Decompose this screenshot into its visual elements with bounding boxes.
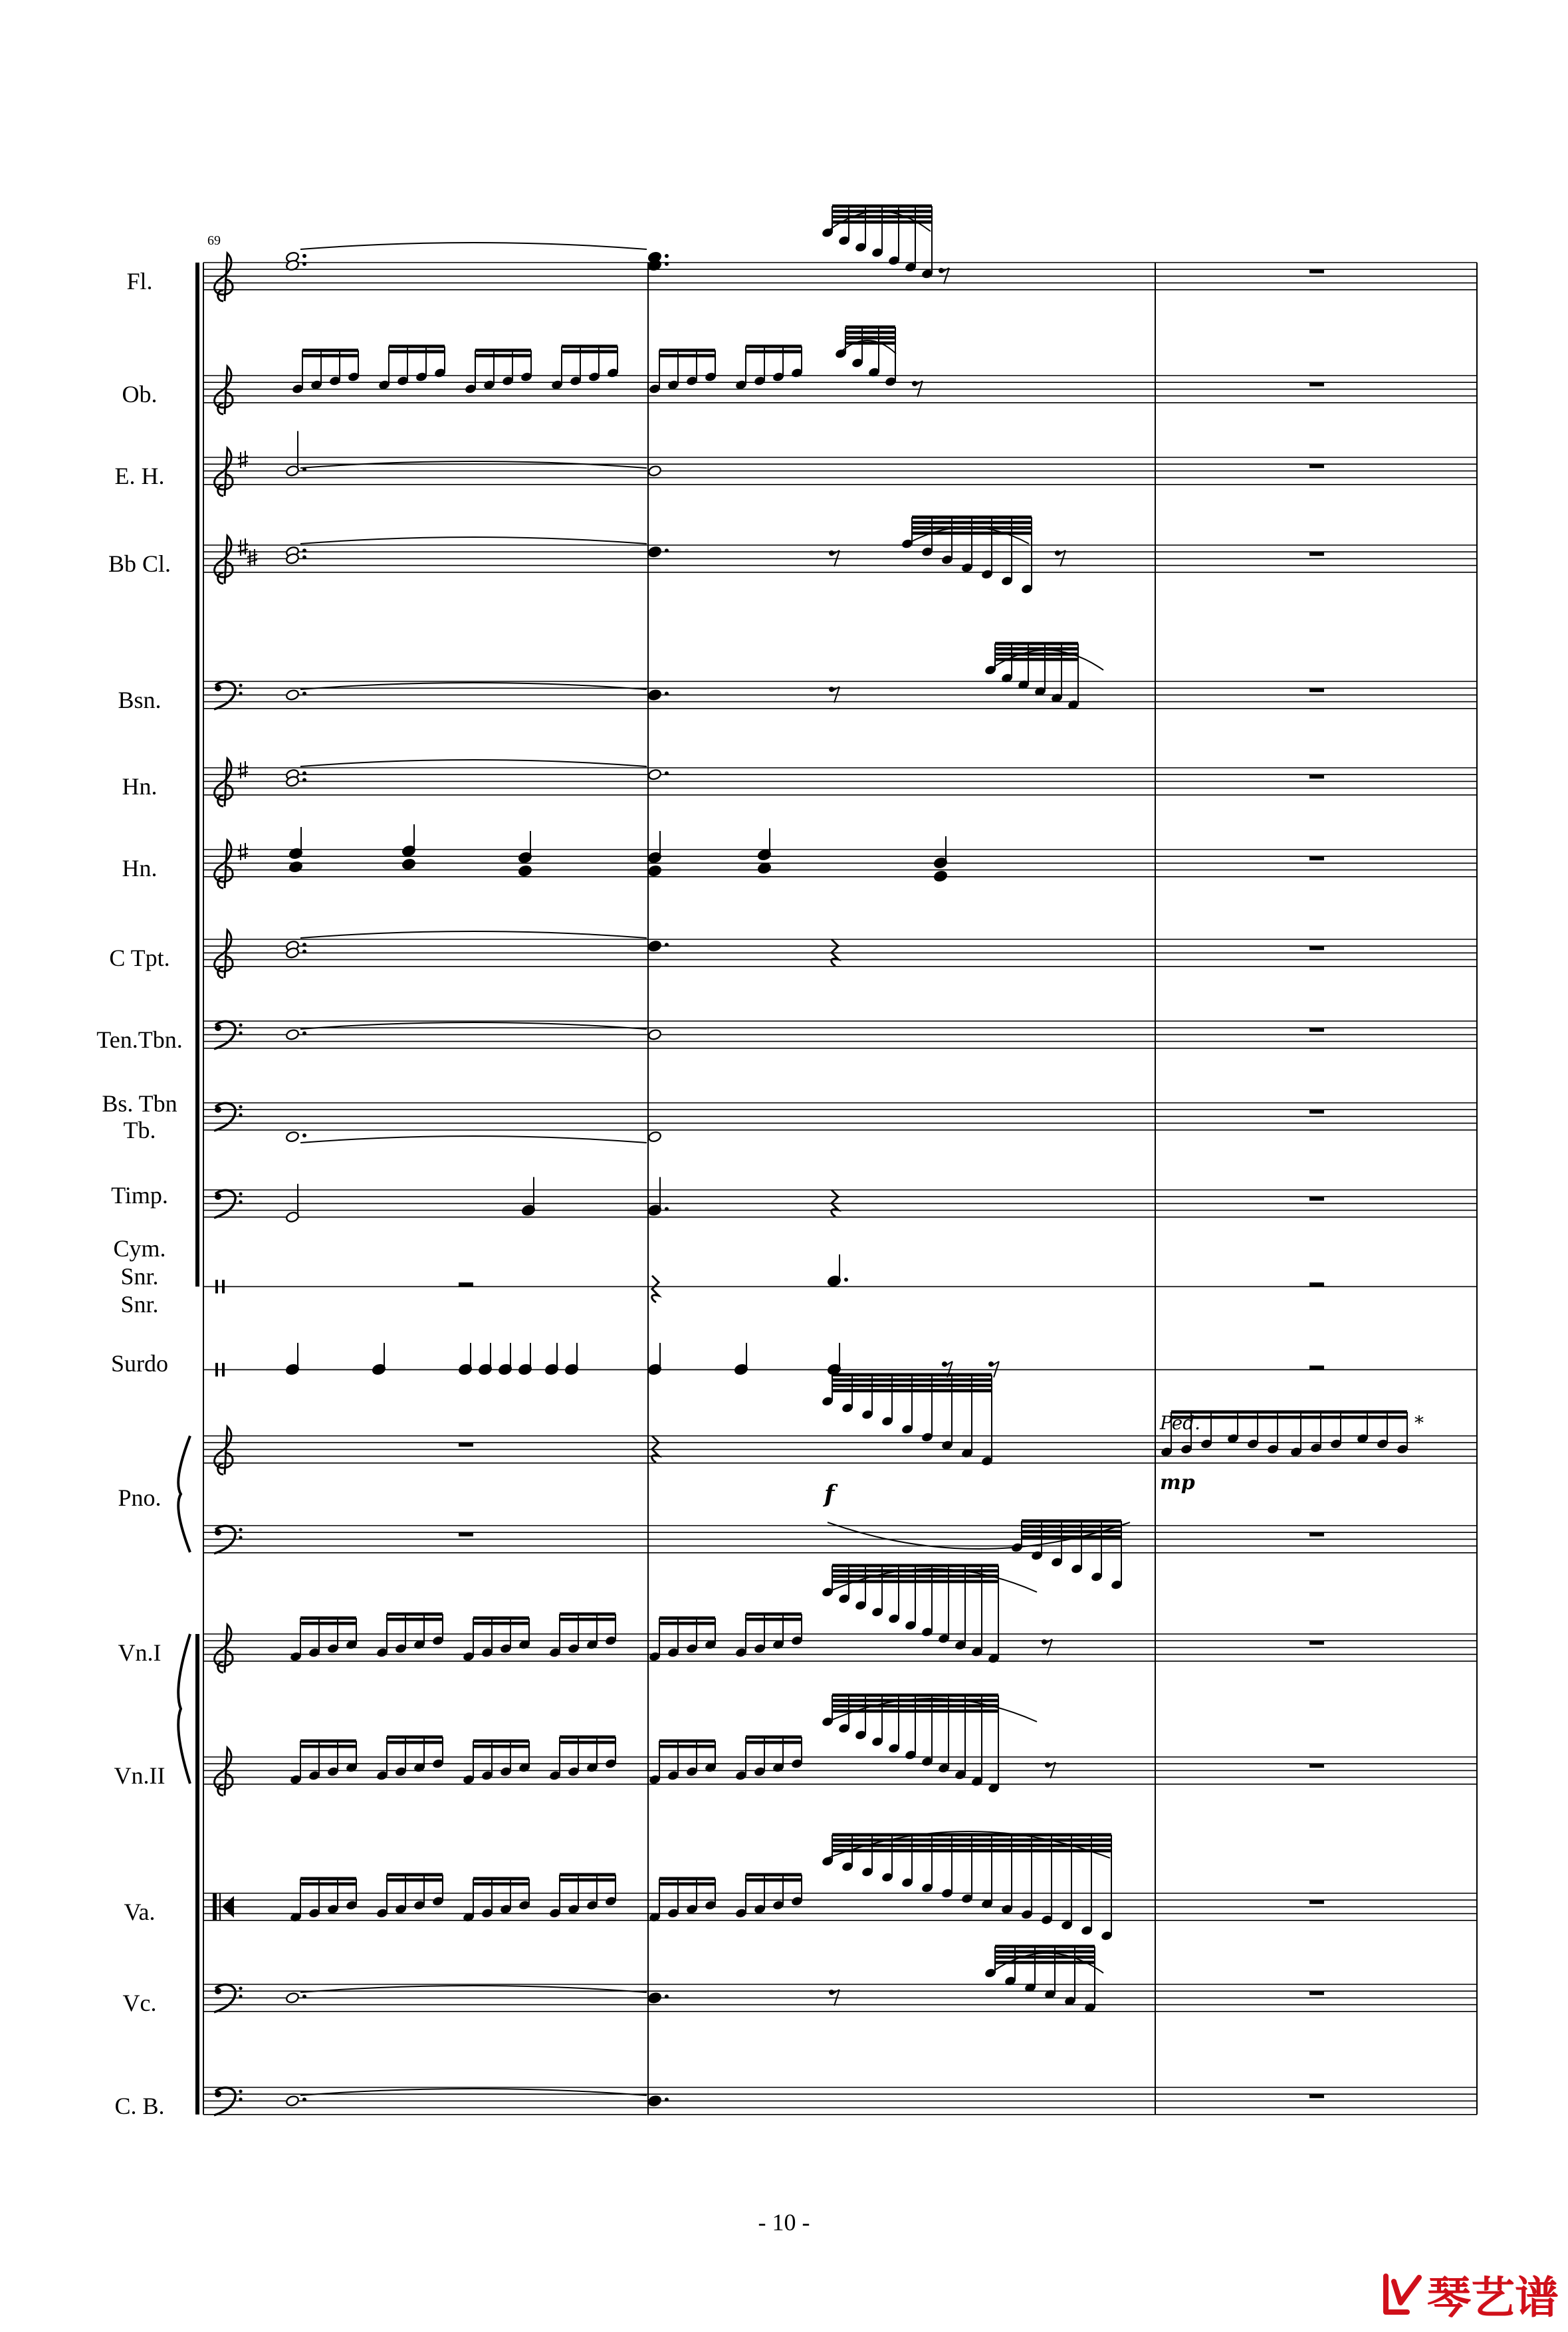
bass-clef-dot [239,1528,242,1531]
surdo-note [518,1343,532,1375]
dot [665,2097,669,2101]
trumpet-note [647,940,669,952]
treble-clef-icon [215,1748,233,1796]
oboe-sixteenths [550,346,619,390]
whole-rest [1309,856,1324,860]
notehead [285,689,299,701]
eighth-rest [829,687,834,692]
dot [302,548,306,552]
notehead [647,940,661,952]
violin2-sixteenths [648,1741,717,1785]
bass-note [647,2095,669,2107]
treble-clef-icon [215,840,233,888]
viola-sixteenths [734,1875,803,1919]
staff-cl [203,536,1477,584]
dot [302,771,306,775]
horn-chord-note [647,865,661,877]
eighth-rest [1055,550,1060,556]
violin2-sixteenths [376,1737,444,1781]
dot [302,949,306,953]
surdo-note [734,1343,748,1375]
treble-clef-icon [215,253,233,301]
notehead [647,1992,661,2004]
notehead [285,1992,299,2004]
bassoon-run [984,643,1079,710]
english-horn-note [647,465,661,477]
dot [665,262,669,266]
viola-sixteenths [648,1879,717,1923]
tenor-trombone-note [647,1028,661,1040]
bass-clef-dot [215,1106,221,1113]
instrument-label: Hn. [122,773,158,800]
staff-tten [203,1021,1477,1049]
sharp-icon [238,761,248,778]
instrument-label: Ob. [122,381,158,408]
whole-rest [1309,269,1324,273]
horn-chord-note [401,858,415,870]
oboe-run [834,327,897,387]
viola-sixteenths [548,1875,617,1919]
cello-note [285,1992,306,2004]
bass-clef-dot [239,1113,242,1116]
bass-clef-dot [215,1529,221,1536]
violin2-sixteenths [734,1737,803,1781]
winds-bracket [195,263,199,1286]
bass-clef-dot [215,2091,221,2097]
dot [302,778,306,782]
dot [302,254,306,258]
dot [665,548,669,552]
bassoon-note [285,689,306,701]
staves [178,253,1477,2115]
dot [665,254,669,258]
horn-chord-note [757,862,771,874]
eighth-rest [988,1361,994,1367]
instrument-label: Surdo [110,1350,169,1377]
notehead [647,1028,661,1040]
snare-note [827,1254,848,1287]
dot [302,262,306,266]
violin1-sixteenths [462,1618,530,1662]
music-notation [285,206,1424,2107]
whole-rest [1309,1641,1324,1645]
surdo-note [544,1343,558,1375]
whole-rest [1309,1900,1324,1904]
bass-clef-dot [239,1200,242,1203]
instrument-label: Bs. Tbn [102,1090,177,1117]
eighth-rest [1042,1639,1047,1645]
treble-clef-icon [215,1625,233,1673]
alto-clef-bar [219,1893,221,1921]
whole-rest [1309,1109,1324,1113]
bass-clef-dot [215,1024,221,1031]
eighth-rest [942,1361,947,1367]
notehead [647,768,661,780]
notehead [518,865,532,877]
notehead [647,865,661,877]
horn-tie [300,760,647,766]
staff-hn2 [203,840,1477,888]
dot [302,555,306,559]
instrument-label: Vc. [122,1990,157,2016]
watermark-text: 琴艺谱 [1427,2272,1559,2323]
percussion-clef-icon [222,1280,225,1293]
surdo-note [564,1343,578,1375]
whole-rest [1309,688,1324,692]
dynamic-mezzo-piano: mp [1160,1471,1195,1494]
whole-rest [1309,1028,1324,1032]
surdo-note [498,1343,512,1375]
staff-btb [203,1103,1477,1131]
horn-chord-note [518,865,532,877]
notehead [647,465,661,477]
whole-rest [1309,552,1324,556]
notehead [285,2095,299,2107]
whole-rest [459,1443,473,1447]
staff-pnoT [203,1427,1477,1474]
measure-number: 69 [207,233,221,248]
instrument-label: Bsn. [118,687,162,713]
viola-sixteenths [376,1875,444,1919]
oboe-sixteenths [734,346,803,390]
instrument-label: Va. [124,1899,156,1925]
cello-note [647,1992,669,2004]
percussion-clef-icon [222,1363,225,1376]
surdo-note [647,1343,661,1375]
horn-chord-note [518,831,532,864]
flute-run [821,206,933,279]
eighth-rest [829,550,834,556]
horn-chord-note [401,824,415,857]
whole-rest [459,1532,473,1536]
dot [844,1278,848,1282]
notehead [285,1131,299,1143]
instrument-label: Tb. [123,1117,156,1143]
clarinet-note [647,546,669,558]
whole-rest [1309,1282,1324,1286]
dot [665,771,669,775]
surdo-note [458,1343,472,1375]
percussion-clef-icon [215,1363,218,1376]
instrument-label: E. H. [114,463,165,489]
notehead [647,1131,661,1143]
bass-clef-dot [239,1536,242,1539]
bass-clef-dot [239,1105,242,1108]
violin1-sixteenths [648,1618,717,1662]
treble-clef-icon [215,1427,233,1474]
violin1-sixteenths [289,1618,358,1662]
bass-note [285,2095,306,2107]
treble-clef-icon [215,758,233,806]
cello-run [984,1946,1096,2013]
whole-rest [459,1282,473,1286]
bass-clef-dot [215,685,221,691]
piano-run-bottom [1010,1521,1123,1590]
staff-vc [203,1984,1477,2012]
horn-chord-note [933,836,947,869]
instrument-label: Pno. [118,1484,162,1511]
strings-bracket [195,1634,199,2115]
instrument-label: C Tpt. [109,945,170,971]
sharp-icon [238,843,248,860]
watermark-logo [1381,2262,1559,2325]
instrument-label: Ten.Tbn. [96,1026,183,1053]
staff-cb [203,2087,1477,2115]
surdo-note [478,1343,492,1375]
notehead [401,858,415,870]
english-horn-note [285,431,306,477]
whole-rest [1309,1532,1324,1536]
notehead [288,861,302,873]
clarinet-tie [300,537,647,544]
instrument-label: Vn.II [114,1762,166,1789]
violin2-run [821,1695,1000,1794]
instrument-label: Bb Cl. [108,550,171,577]
violin1-sixteenths [376,1614,444,1658]
staff-vn1 [203,1625,1477,1673]
surdo-note [285,1343,299,1375]
clarinet-slur [907,527,1029,544]
whole-rest [1309,1365,1324,1369]
dot [665,691,669,695]
eighth-rest [829,1990,834,1995]
surdo-note [827,1343,841,1375]
pedal-release-marking: * [1414,1412,1424,1434]
staff-pnoB [203,1526,1477,1554]
staff-hn1 [203,758,1477,806]
treble-clef-icon [215,448,233,496]
notehead [647,546,661,558]
alto-clef-wedge [222,1896,234,1918]
staff-vn2 [203,1748,1477,1796]
oboe-sixteenths [648,350,717,394]
bass-clef-dot [239,683,242,687]
horn-chord-note [933,870,947,882]
whole-rest [1309,464,1324,468]
horn-chord-note [757,828,771,861]
surdo-note [372,1343,386,1375]
horn-chord-note [288,827,302,860]
trumpet-tie [300,931,647,938]
page-number: - 10 - [758,2209,810,2236]
bass-clef-dot [239,1986,242,1990]
instrument-label: Timp. [111,1182,168,1209]
dot [302,691,306,695]
viola-sixteenths [462,1879,530,1923]
dot [302,943,306,947]
piano-run-top [821,1375,993,1466]
whole-rest [1309,2094,1324,2098]
dot [665,1207,669,1211]
bass-clef-dot [215,1193,221,1200]
staff-va [203,1893,1477,1921]
viola-run [821,1835,1113,1941]
treble-clef-icon [215,930,233,978]
flute-tie [300,243,647,249]
dot [302,1133,306,1137]
piano-brace-icon [178,1436,190,1552]
bass-trombone-note [285,1131,306,1143]
notehead [933,870,947,882]
violin1-sixteenths [548,1614,617,1658]
eighth-rest [912,381,917,386]
dot [302,2097,306,2101]
instrument-label: C. B. [114,2093,165,2119]
notehead [757,862,771,874]
dot [665,943,669,947]
violin1-sixteenths [734,1614,803,1658]
horn-note [647,768,669,780]
instrument-label: Fl. [126,268,153,294]
whole-rest [1309,1197,1324,1201]
staff-tpt [203,930,1477,978]
bassoon-note [647,689,669,701]
notehead [285,1028,299,1040]
instrument-label: Snr. [120,1291,159,1318]
violin2-sixteenths [548,1737,617,1781]
whole-rest [1309,774,1324,778]
oboe-sixteenths [291,350,360,394]
bass-clef-dot [239,691,242,695]
logo-icon [1381,2272,1424,2316]
dynamic-forte: f [824,1480,835,1508]
horn-chord-note [647,831,661,864]
instrument-label: Vn.I [118,1639,162,1666]
notehead [647,2095,661,2107]
sharp-icon [238,451,248,468]
sharp-icon [238,538,248,556]
dot [302,1031,306,1035]
viola-sixteenths [289,1879,358,1923]
percussion-clef-icon [215,1280,218,1293]
dot [665,1994,669,1998]
oboe-sixteenths [464,350,532,394]
bass-clef-dot [239,2089,242,2093]
violin2-sixteenths [289,1741,358,1785]
staff-eh [203,448,1477,496]
bass-trombone-tie [300,1136,647,1143]
oboe-sixteenths [378,346,446,390]
staff-fl [203,253,1477,301]
whole-rest [1309,1991,1324,1995]
pedal-marking: Ped. [1160,1412,1200,1434]
eighth-rest [939,268,944,273]
instrument-labels [96,268,182,2119]
treble-clef-icon [215,366,233,414]
violin-brace-icon [178,1634,190,1784]
bass-clef-dot [239,1031,242,1034]
alto-clef-icon [213,1893,217,1921]
violin2-sixteenths [462,1741,530,1785]
notehead [647,689,661,701]
bass-clef-dot [239,1192,242,1195]
whole-rest [1309,946,1324,950]
bass-clef-dot [215,1988,221,1994]
bass-clef-dot [239,1023,242,1026]
instrument-label: Cym. [113,1235,166,1262]
bass-clef-dot [239,1994,242,1998]
bass-trombone-note [647,1131,661,1143]
tenor-trombone-note [285,1028,306,1040]
staff-bsn [203,681,1477,709]
horn-chord-note [288,861,302,873]
staff-ob [203,366,1477,414]
dot [302,1994,306,1998]
violin1-run [821,1566,1000,1664]
whole-rest [1309,382,1324,386]
instrument-label: Hn. [122,855,158,881]
instrument-label: Snr. [120,1263,159,1290]
whole-rest [1309,1764,1324,1768]
quarter-rest [652,1276,659,1302]
bass-clef-dot [239,2097,242,2101]
staff-timp [203,1190,1477,1218]
clarinet-run [901,517,1033,594]
treble-clef-icon [215,536,233,584]
eighth-rest [1045,1762,1050,1768]
